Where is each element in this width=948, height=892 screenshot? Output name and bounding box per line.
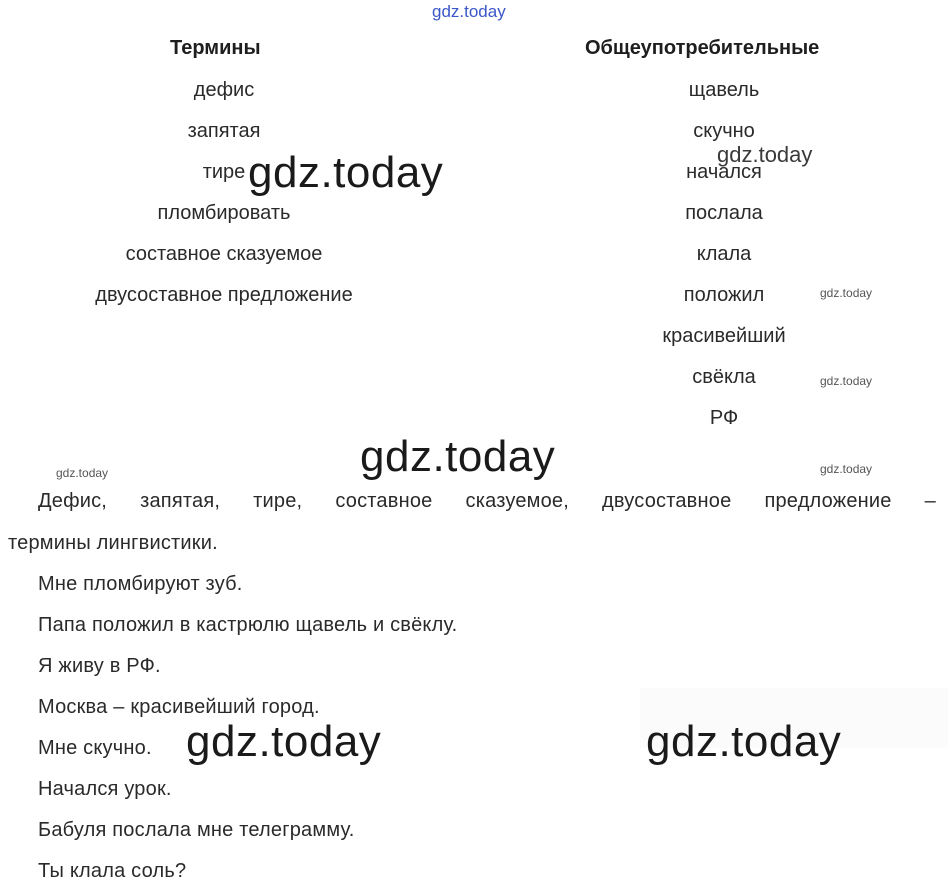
common-item: красивейший bbox=[662, 325, 786, 347]
common-item: послала bbox=[685, 202, 763, 224]
paragraph-word: – bbox=[924, 490, 936, 512]
watermark-large: gdz.today bbox=[360, 432, 556, 481]
paragraph-word: двусоставное bbox=[602, 490, 732, 512]
paragraph-line-1 bbox=[38, 490, 936, 513]
term-item: тире bbox=[202, 161, 246, 183]
paragraph-word: Дефис, bbox=[38, 490, 108, 512]
watermark-small: gdz.today bbox=[56, 466, 109, 480]
common-item: щавель bbox=[688, 79, 760, 101]
watermark-small: gdz.today bbox=[820, 462, 873, 476]
paragraph-word: сказуемое, bbox=[465, 490, 569, 512]
watermark-medium: gdz.today bbox=[717, 142, 813, 167]
watermark-small: gdz.today bbox=[820, 286, 873, 300]
paragraph-word: запятая, bbox=[140, 490, 221, 512]
watermark-large: gdz.today bbox=[186, 717, 382, 766]
watermark-large: gdz.today bbox=[646, 717, 842, 766]
term-item: составное сказуемое bbox=[125, 243, 323, 265]
watermark-top: gdz.today bbox=[432, 2, 506, 21]
terms-heading: Термины bbox=[170, 37, 261, 59]
paragraph-word: предложение bbox=[764, 490, 892, 512]
term-item: дефис bbox=[193, 79, 255, 101]
sentence: Я живу в РФ. bbox=[38, 655, 161, 677]
common-item: РФ bbox=[709, 407, 739, 429]
sentence: Папа положил в кастрюлю щавель и свёклу. bbox=[38, 614, 458, 636]
common-item: свёкла bbox=[692, 366, 756, 388]
term-item: двусоставное предложение bbox=[95, 284, 353, 306]
paragraph-line-2: термины лингвистики. bbox=[8, 532, 218, 554]
sentence: Начался урок. bbox=[38, 778, 172, 800]
common-heading: Общеупотребительные bbox=[585, 37, 820, 59]
paragraph-word: составное bbox=[335, 490, 433, 512]
sentence: Москва – красивейший город. bbox=[38, 696, 320, 718]
common-item: начался bbox=[686, 161, 762, 183]
watermark-small: gdz.today bbox=[820, 374, 873, 388]
paragraph-word: тире, bbox=[253, 490, 303, 512]
sentence: Мне пломбируют зуб. bbox=[38, 573, 243, 595]
common-item: скучно bbox=[693, 120, 755, 142]
sentence: Ты клала соль? bbox=[38, 860, 187, 882]
watermark-large: gdz.today bbox=[248, 148, 444, 197]
term-item: пломбировать bbox=[157, 202, 291, 224]
term-item: запятая bbox=[187, 120, 261, 142]
common-item: клала bbox=[696, 243, 752, 265]
common-item: положил bbox=[683, 284, 765, 306]
sentence: Бабуля послала мне телеграмму. bbox=[38, 819, 355, 841]
sentence: Мне скучно. bbox=[38, 737, 152, 759]
